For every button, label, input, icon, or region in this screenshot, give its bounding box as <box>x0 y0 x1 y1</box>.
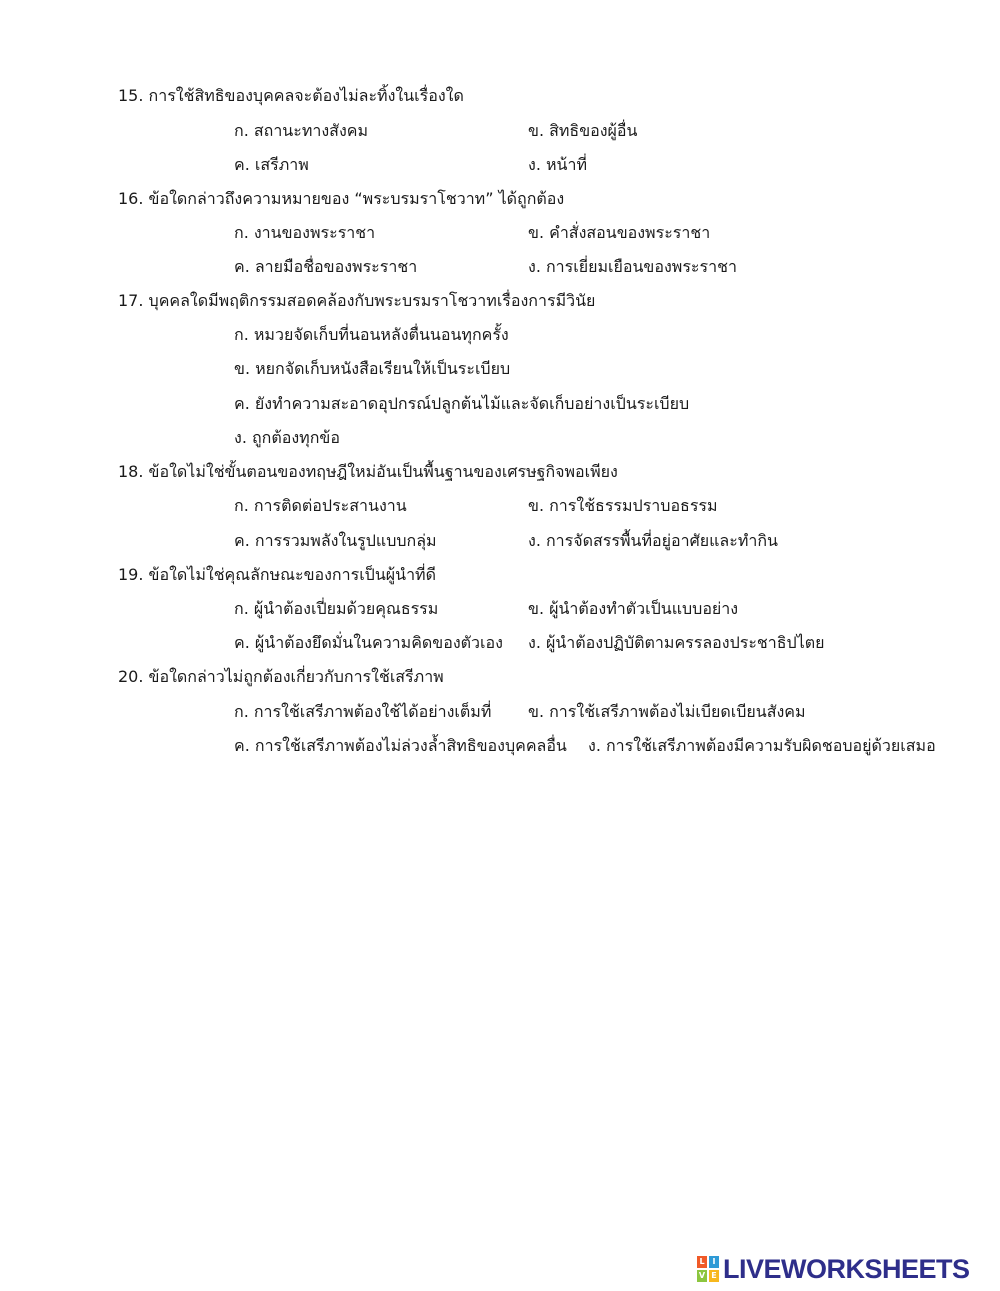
q17-choice-b: ข. หยกจัดเก็บหนังสือเรียนให้เป็นระเบียบ <box>234 359 511 378</box>
logo-block-v: V <box>698 1271 706 1280</box>
liveworksheets-logo <box>697 1256 970 1282</box>
question-16: 16. ข้อใดกล่าวถึงความหมายของ “พระบรมราโชวาท” ได้ถูกต้อง <box>118 189 565 208</box>
q19-choice-b: ข. ผู้นำต้องทำตัวเป็นแบบอย่าง <box>528 599 739 618</box>
q20-choice-b: ข. การใช้เสรีภาพต้องไม่เบียดเบียนสังคม <box>528 702 806 721</box>
q16-choice-a: ก. งานของพระราชา <box>234 223 376 242</box>
q15-choice-b: ข. สิทธิของผู้อื่น <box>528 121 638 140</box>
logo-wordmark: LIVEWORKSHEETS <box>723 1254 970 1284</box>
q16-choice-c: ค. ลายมือชื่อของพระราชา <box>234 257 418 276</box>
q18-choice-a: ก. การติดต่อประสานงาน <box>234 496 407 515</box>
q17-choice-d: ง. ถูกต้องทุกข้อ <box>234 428 340 447</box>
q17-choice-a: ก. หมวยจัดเก็บที่นอนหลังตื่นนอนทุกครั้ง <box>234 325 509 344</box>
question-17: 17. บุคคลใดมีพฤติกรรมสอดคล้องกับพระบรมราโชวาทเรื่องการมีวินัย <box>118 291 596 310</box>
question-18: 18. ข้อใดไม่ใช่ขั้นตอนของทฤษฎีใหม่อันเป็นพื้นฐานของเศรษฐกิจพอเพียง <box>118 462 618 481</box>
logo-blocks-icon <box>697 1256 719 1282</box>
q19-choice-d: ง. ผู้นำต้องปฏิบัติตามครรลองประชาธิปไตย <box>528 633 825 652</box>
logo-block-l: L <box>697 1256 707 1268</box>
q20-choice-a: ก. การใช้เสรีภาพต้องใช้ได้อย่างเต็มที่ <box>234 702 492 721</box>
logo-block-e: E <box>709 1270 719 1282</box>
q19-choice-c: ค. ผู้นำต้องยึดมั่นในความคิดของตัวเอง <box>234 633 503 652</box>
q20-choice-c: ค. การใช้เสรีภาพต้องไม่ล่วงล้ำสิทธิของบุคคลอื่น <box>234 736 567 755</box>
q18-choice-d: ง. การจัดสรรพื้นที่อยู่อาศัยและทำกิน <box>528 531 778 550</box>
q18-choice-c: ค. การรวมพลังในรูปแบบกลุ่ม <box>234 531 437 550</box>
q19-choice-a: ก. ผู้นำต้องเปี่ยมด้วยคุณธรรม <box>234 599 439 618</box>
question-15: 15. การใช้สิทธิของบุคคลจะต้องไม่ละทิ้งในเรื่องใด <box>118 86 464 105</box>
q15-choice-c: ค. เสรีภาพ <box>234 155 309 174</box>
q15-choice-a: ก. สถานะทางสังคม <box>234 121 368 140</box>
logo-block-i: I <box>709 1256 719 1268</box>
q15-choice-d: ง. หน้าที่ <box>528 155 587 174</box>
q18-choice-b: ข. การใช้ธรรมปราบอธรรม <box>528 496 718 515</box>
question-19: 19. ข้อใดไม่ใช่คุณลักษณะของการเป็นผู้นำที่ดี <box>118 565 436 584</box>
q16-choice-b: ข. คำสั่งสอนของพระราชา <box>528 223 711 242</box>
question-20: 20. ข้อใดกล่าวไม่ถูกต้องเกี่ยวกับการใช้เสรีภาพ <box>118 667 444 686</box>
q20-choice-d: ง. การใช้เสรีภาพต้องมีความรับผิดชอบอยู่ด้วยเสมอ <box>588 736 936 755</box>
q17-choice-c: ค. ยังทำความสะอาดอุปกรณ์ปลูกต้นไม้และจัดเก็บอย่างเป็นระเบียบ <box>234 394 690 413</box>
q16-choice-d: ง. การเยี่ยมเยือนของพระราชา <box>528 257 737 276</box>
